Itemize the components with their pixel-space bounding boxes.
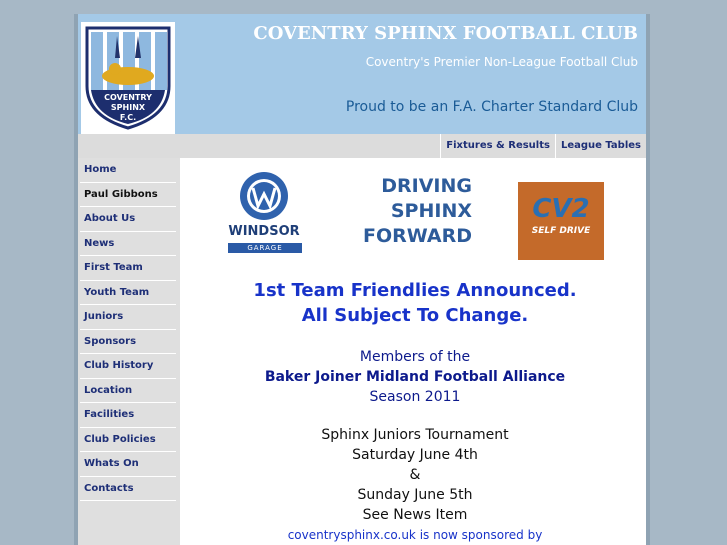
cv2-self-drive-logo[interactable]: [518, 182, 604, 260]
site-subtitle: Coventry's Premier Non-League Football Club: [365, 55, 638, 69]
page: [74, 14, 650, 545]
charter-tagline: Proud to be an F.A. Charter Standard Club: [345, 99, 638, 115]
sidebar-item-about-us[interactable]: About Us: [80, 207, 176, 232]
club-crest[interactable]: [81, 22, 175, 134]
cv2-big: CV2: [532, 194, 590, 224]
sidebar-item-first-team[interactable]: First Team: [80, 256, 176, 281]
tournament-block: [184, 425, 646, 525]
windsor-logo-icon[interactable]: [224, 170, 304, 222]
top-nav: [440, 134, 646, 158]
members-line-2: Baker Joiner Midland Football Alliance: [264, 369, 566, 385]
sidebar-item-club-history[interactable]: Club History: [80, 354, 176, 379]
members-block: [184, 347, 646, 407]
club-crest-icon: [83, 24, 173, 130]
tournament-line-3: &: [409, 467, 421, 483]
top-nav-fixtures-results[interactable]: Fixtures & Results: [440, 134, 555, 158]
sponsored-by-text: coventrysphinx.co.uk is now sponsored by: [287, 528, 543, 542]
main-content: [184, 158, 646, 545]
sidebar: [78, 158, 180, 545]
windsor-name: WINDSOR: [228, 224, 300, 239]
driving-line-3: FORWARD: [363, 225, 472, 247]
driving-line-1: DRIVING: [381, 175, 472, 197]
sidebar-item-contacts[interactable]: Contacts: [80, 477, 176, 502]
driving-sphinx-forward: [352, 174, 472, 249]
header: [78, 14, 646, 134]
site-title: COVENTRY SPHINX FOOTBALL CLUB: [253, 23, 638, 44]
headline-line-2: All Subject To Change.: [301, 305, 529, 326]
sidebar-item-youth-team[interactable]: Youth Team: [80, 281, 176, 306]
sidebar-item-home[interactable]: Home: [80, 158, 176, 183]
tournament-line-1: Sphinx Juniors Tournament: [321, 427, 509, 443]
sidebar-item-club-policies[interactable]: Club Policies: [80, 428, 176, 453]
top-nav-league-tables[interactable]: League Tables: [555, 134, 646, 158]
sponsor-banner: [184, 158, 646, 266]
crest-line-1: COVENTRY: [104, 93, 152, 102]
crest-line-3: F.C.: [119, 113, 137, 122]
members-line-1: Members of the: [359, 349, 471, 365]
sidebar-item-paul-gibbons[interactable]: Paul Gibbons: [80, 183, 176, 208]
tournament-line-5: See News Item: [362, 507, 468, 523]
headline: [184, 278, 646, 328]
sidebar-item-facilities[interactable]: Facilities: [80, 403, 176, 428]
sidebar-menu: [78, 158, 180, 501]
windsor-tag: GARAGE: [228, 243, 302, 253]
sidebar-item-sponsors[interactable]: Sponsors: [80, 330, 176, 355]
tournament-line-4: Sunday June 5th: [357, 487, 473, 503]
crest-line-2: SPHINX: [110, 103, 146, 112]
members-line-3: Season 2011: [369, 389, 461, 405]
driving-line-2: SPHINX: [390, 200, 472, 222]
sidebar-item-juniors[interactable]: Juniors: [80, 305, 176, 330]
headline-line-1: 1st Team Friendlies Announced.: [253, 280, 577, 301]
cv2-small: SELF DRIVE: [531, 226, 591, 236]
top-nav-bar: [78, 134, 646, 158]
sidebar-item-whats-on[interactable]: Whats On: [80, 452, 176, 477]
sidebar-item-location[interactable]: Location: [80, 379, 176, 404]
tournament-line-2: Saturday June 4th: [352, 447, 478, 463]
sidebar-item-news[interactable]: News: [80, 232, 176, 257]
